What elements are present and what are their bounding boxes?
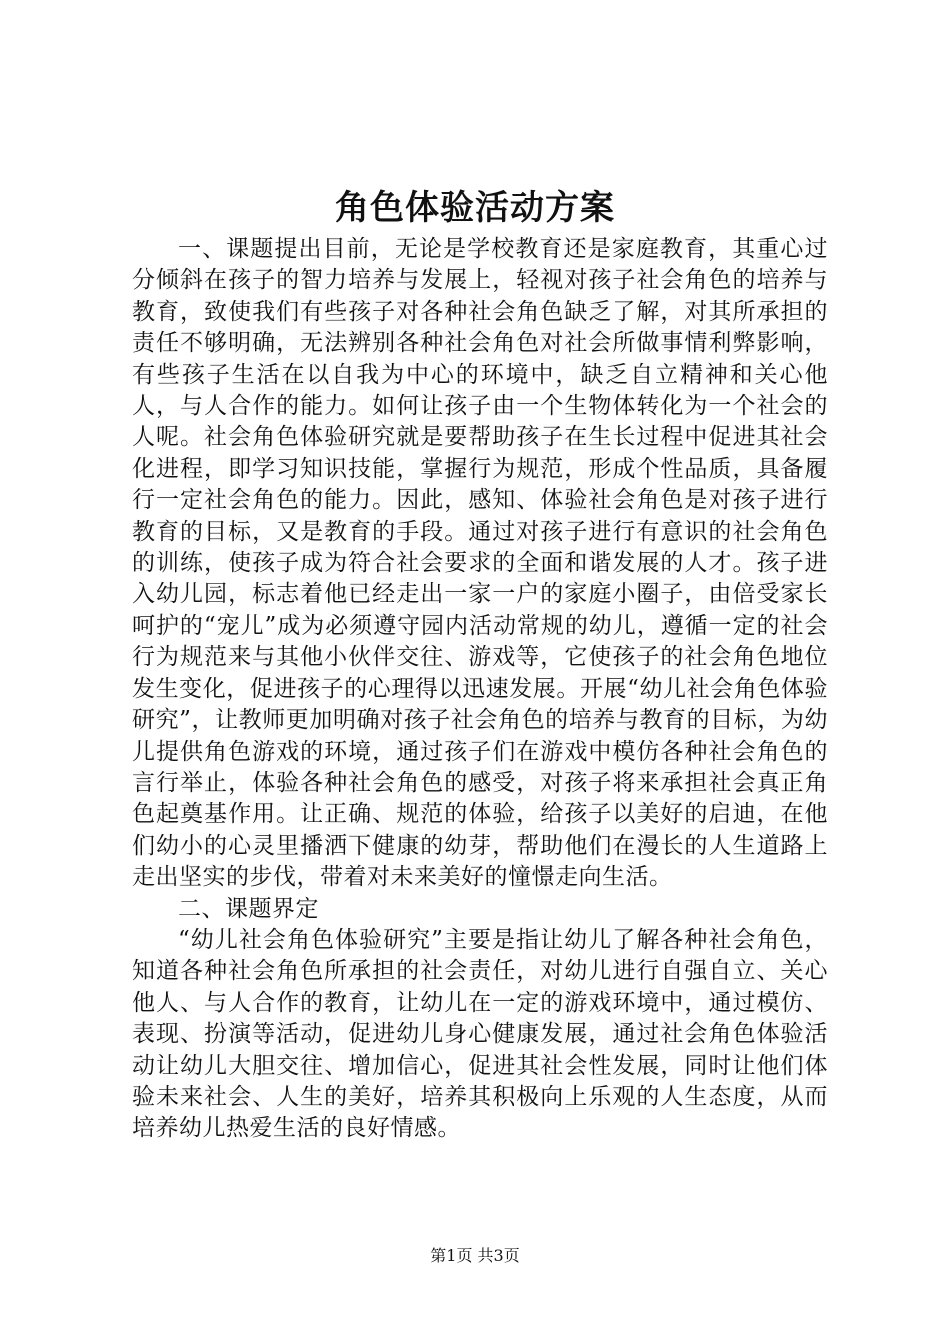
document-body: [132, 234, 828, 1145]
paragraph-background: 一、课题提出目前，无论是学校教育还是家庭教育，其重心过分倾斜在孩子的智力培养与发展上，轻视对孩子社会角色的培养与教育，致使我们有些孩子对各种社会角色缺乏了解，对其所承担的责任不够明确，无法辨别各种社会角色对社会所做事情利弊影响，有些孩子生活在以自我为中心的环境中，缺乏自立精神和关心他人，与人合作的能力。如何让孩子由一个生物体转化为一个社会的人呢。社会角色体验研究就是要帮助孩子在生长过程中促进其社会化进程，即学习知识技能，掌握行为规范，形成个性品质，具备履行一定社会角色的能力。因此，感知、体验社会角色是对孩子进行教育的目标，又是教育的手段。通过对孩子进行有意识的社会角色的训练，使孩子成为符合社会要求的全面和谐发展的人才。孩子进入幼儿园，标志着他已经走出一家一户的家庭小圈子，由倍受家长呵护的“宠儿”成为必须遵守园内活动常规的幼儿，遵循一定的社会行为规范来与其他小伙伴交往、游戏等，它使孩子的社会角色地位发生变化，促进孩子的心理得以迅速发展。开展“幼儿社会角色体验研究”，让教师更加明确对孩子社会角色的培养与教育的目标，为幼儿提供角色游戏的环境，通过孩子们在游戏中模仿各种社会角色的言行举止，体验各种社会角色的感受，对孩子将来承担社会真正角色起奠基作用。让正确、规范的体验，给孩子以美好的启迪，在他们幼小的心灵里播洒下健康的幼芽，帮助他们在漫长的人生道路上走出坚实的步伐，带着对未来美好的憧憬走向生活。: [132, 236, 828, 891]
paragraph-definition: “幼儿社会角色体验研究”主要是指让幼儿了解各种社会角色，知道各种社会角色所承担的社会责任，对幼儿进行自强自立、关心他人、与人合作的教育，让幼儿在一定的游戏环境中，通过模仿、表现、扮演等活动，促进幼儿身心健康发展，通过社会角色体验活动让幼儿大胆交往、增加信心，促进其社会性发展，同时让他们体验未来社会、人生的美好，培养其积极向上乐观的人生态度，从而培养幼儿热爱生活的良好情感。: [132, 926, 828, 1142]
document-title: 角色体验活动方案: [335, 188, 615, 228]
page-footer: 第1页 共3页: [430, 1246, 520, 1265]
paragraph-definition-heading: 二、课题界定: [178, 895, 319, 922]
